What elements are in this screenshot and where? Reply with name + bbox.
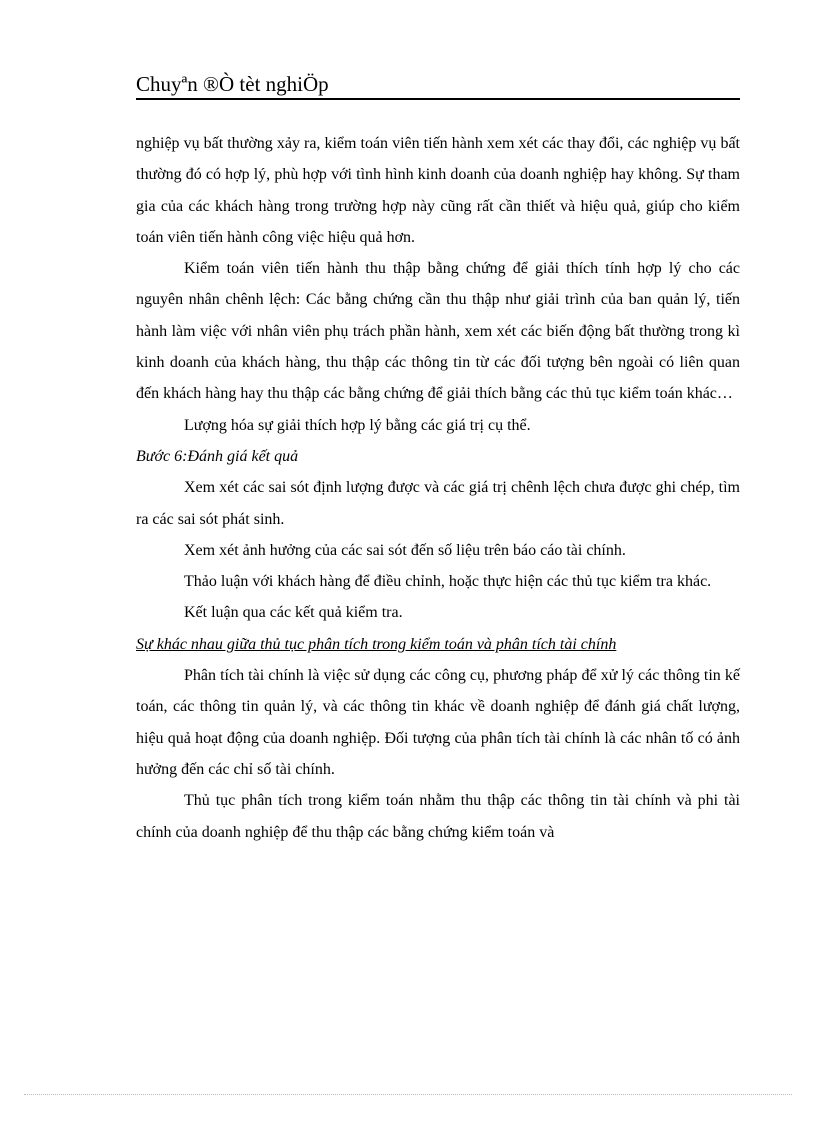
step-6-heading: Bước 6:Đánh giá kết quả bbox=[136, 447, 299, 465]
paragraph-conclusion: Kết luận qua các kết quả kiểm tra. bbox=[184, 604, 403, 622]
paragraph-impact: Xem xét ảnh hưởng của các sai sót đến số liệu trên báo cáo tài chính. bbox=[184, 541, 626, 559]
paragraph-audit-procedure: Thủ tục phân tích trong kiểm toán nhằm thu thập các thông tin tài chính và phi tài chính của doanh nghiệp để thu thập các bằng chứng kiểm toán và bbox=[136, 792, 740, 841]
header-title: Chuyªn ®Ò tèt nghiÖp bbox=[136, 72, 329, 96]
paragraph-continuation: nghiệp vụ bất thường xảy ra, kiểm toán viên tiến hành xem xét các thay đổi, các nghiệp vụ bất thường đó có hợp lý, phù hợp với tình hình kinh doanh của doanh nghiệp hay không. Sự tham gia của các khách hàng trong trường hợp này cũng rất cần thiết và hiệu quả, giúp cho kiểm toán viên tiến hành công việc hiệu quả hơn. bbox=[136, 135, 740, 246]
paragraph-evidence: Kiểm toán viên tiến hành thu thập bằng chứng để giải thích tính hợp lý cho các nguyên nhân chênh lệch: Các bằng chứng cần thu thập như giải trình của ban quản lý, tiến hành làm việc với nhân viên phụ trách phần hành, xem xét các biến động bất thường trong kì kinh doanh của khách hàng, thu thập các thông tin từ các đối tượng bên ngoài có liên quan đến khách hàng hay thu thập các bằng chứng để giải thích bằng các thủ tục kiểm toán khác… bbox=[136, 260, 740, 403]
paragraph-review-errors: Xem xét các sai sót định lượng được và các giá trị chênh lệch chưa được ghi chép, tìm ra các sai sót phát sinh. bbox=[136, 479, 740, 528]
page-bottom-divider bbox=[24, 1094, 792, 1095]
section-heading-differences: Sự khác nhau giữa thủ tục phân tích trong kiểm toán và phân tích tài chính bbox=[136, 635, 617, 653]
paragraph-quantify: Lượng hóa sự giải thích hợp lý bằng các giá trị cụ thể. bbox=[184, 416, 531, 434]
paragraph-discuss: Thảo luận với khách hàng để điều chỉnh, hoặc thực hiện các thủ tục kiểm tra khác. bbox=[184, 573, 712, 591]
page-header bbox=[136, 70, 740, 100]
document-body bbox=[136, 128, 740, 848]
paragraph-financial-analysis: Phân tích tài chính là việc sử dụng các công cụ, phương pháp để xử lý các thông tin kế toán, các thông tin quản lý, và các thông tin khác về doanh nghiệp để đánh giá chất lượng, hiệu quả hoạt động của doanh nghiệp. Đối tượng của phân tích tài chính là các nhân tố có ảnh hưởng đến các chỉ số tài chính. bbox=[136, 667, 740, 778]
